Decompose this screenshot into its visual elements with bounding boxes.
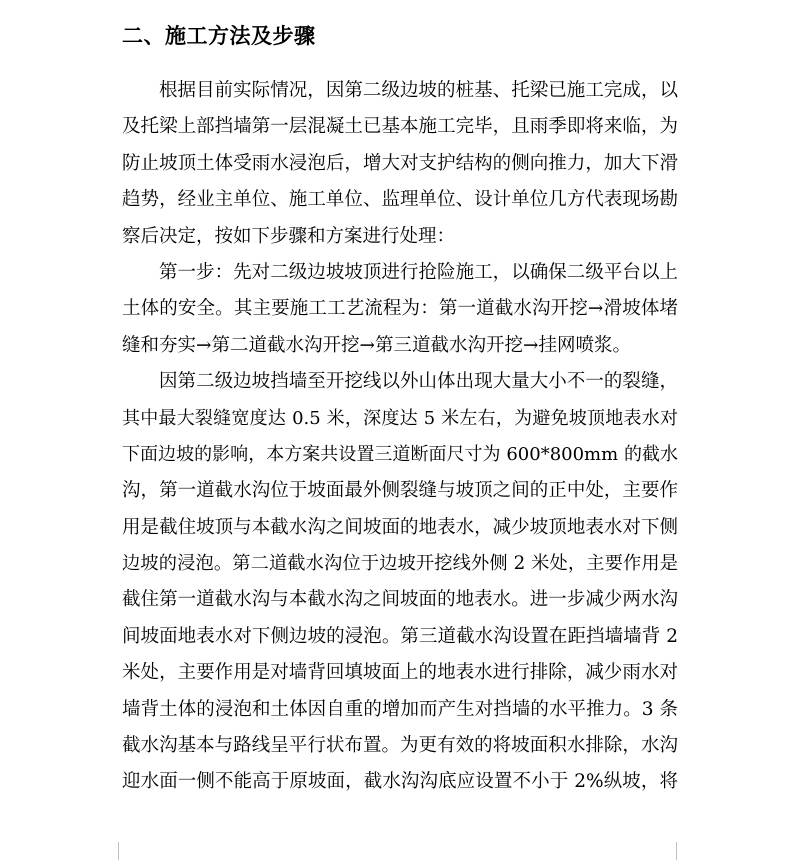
paragraph-2-line-2: 土体的安全。其主要施工工艺流程为：第一道截水沟开挖→滑坡体堵 bbox=[122, 298, 678, 320]
paragraph-2-line-1: 第一步：先对二级边坡坡顶进行抢险施工，以确保二级平台以上 bbox=[159, 261, 678, 283]
paragraph-1-line-1: 根据目前实际情况，因第二级边坡的桩基、托梁已施工完成，以 bbox=[159, 80, 678, 101]
paragraph-3-line-4: 沟，第一道截水沟位于坡面最外侧裂缝与坡顶之间的正中处，主要作 bbox=[122, 480, 678, 502]
paragraph-3-line-12: 迎水面一侧不能高于原坡面，截水沟沟底应设置不小于 2%纵坡，将 bbox=[122, 771, 678, 793]
margin-corner-mark-left bbox=[100, 842, 119, 860]
paragraph-1-line-3: 防止坡顶土体受雨水浸泡后，增大对支护结构的侧向推力，加大下滑 bbox=[122, 152, 678, 174]
paragraph-1-line-5: 察后决定，按如下步骤和方案进行处理： bbox=[122, 225, 456, 247]
body-text bbox=[122, 73, 678, 801]
paragraph-3-line-7: 截住第一道截水沟与本截水沟之间坡面的地表水。进一步减少两水沟 bbox=[122, 589, 678, 611]
paragraph-3-line-2: 其中最大裂缝宽度达 0.5 米，深度达 5 米左右，为避免坡顶地表水对 bbox=[122, 407, 678, 429]
margin-corner-mark-right bbox=[676, 842, 695, 860]
paragraph-3-line-10: 墙背土体的浸泡和土体因自重的增加而产生对挡墙的水平推力。3 条 bbox=[122, 698, 678, 720]
paragraph-3-line-6: 边坡的浸泡。第二道截水沟位于边坡开挖线外侧 2 米处，主要作用是 bbox=[122, 553, 678, 575]
paragraph-1-line-4: 趋势，经业主单位、施工单位、监理单位、设计单位几方代表现场勘 bbox=[122, 189, 678, 211]
paragraph-3-line-9: 米处，主要作用是对墙背回填坡面上的地表水进行排除，减少雨水对 bbox=[122, 662, 678, 684]
paragraph-3-line-8: 间坡面地表水对下侧边坡的浸泡。第三道截水沟设置在距挡墙墙背 2 bbox=[122, 625, 678, 647]
paragraph-2-line-3: 缝和夯实→第二道截水沟开挖→第三道截水沟开挖→挂网喷浆。 bbox=[122, 334, 632, 356]
paragraph-3-line-5: 用是截住坡顶与本截水沟之间坡面的地表水，减少坡顶地表水对下侧 bbox=[122, 516, 678, 538]
section-heading: 二、施工方法及步骤 bbox=[122, 24, 316, 48]
paragraph-3-line-11: 截水沟基本与路线呈平行状布置。为更有效的将坡面积水排除，水沟 bbox=[122, 735, 678, 757]
paragraph-1-line-2: 及托梁上部挡墙第一层混凝土已基本施工完毕，且雨季即将来临，为 bbox=[122, 116, 678, 138]
paragraph-3-line-3: 下面边坡的影响，本方案共设置三道断面尺寸为 600*800mm 的截水 bbox=[122, 443, 678, 465]
paragraph-3-line-1: 因第二级边坡挡墙至开挖线以外山体出现大量大小不一的裂缝， bbox=[159, 371, 678, 393]
